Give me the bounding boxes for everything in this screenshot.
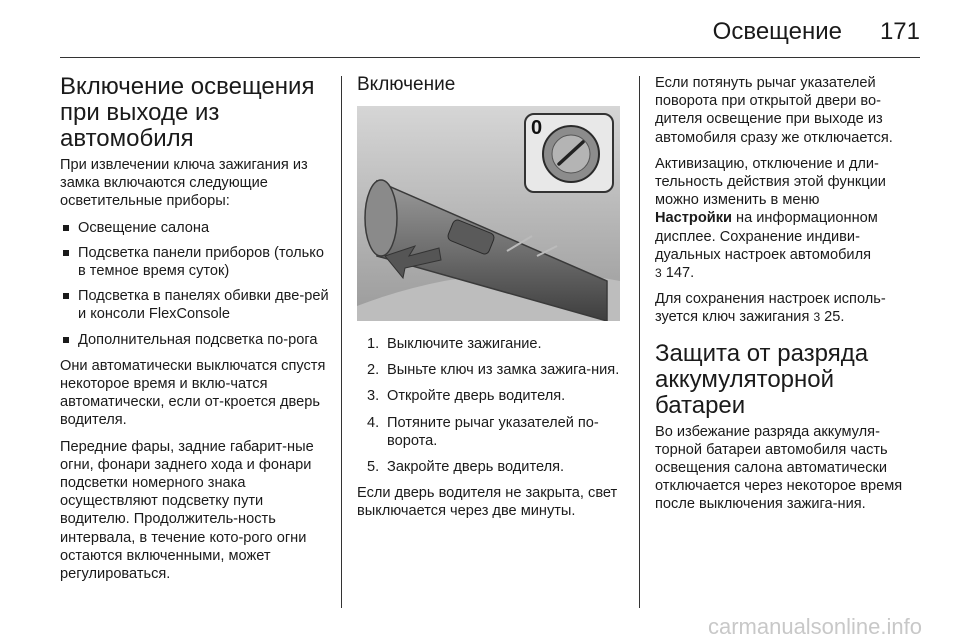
ignition-key-inset-icon bbox=[525, 114, 613, 192]
step-number: 1. bbox=[367, 336, 380, 352]
text-run: Для сохранения настроек исполь-зуется ключ зажигания bbox=[655, 291, 886, 326]
heading-activation: Включение bbox=[357, 74, 456, 95]
key-position-label: 0 bbox=[531, 117, 543, 139]
step-text: Выключите зажигание. bbox=[387, 336, 542, 352]
list-item: Подсветка в панелях обивки две-рей и консоли FlexConsole bbox=[60, 287, 335, 323]
turn-signal-lever-illustration bbox=[357, 106, 620, 321]
paragraph: Если дверь водителя не закрыта, свет выключается через две минуты. bbox=[357, 485, 618, 520]
paragraph: Передние фары, задние габарит-ные огни, фонари заднего хода и фонари подсветки номерного знака осуществляют подсветку пути водителю. Продолжитель-ность интервала, в течение кото-рого огни остаются включенными, может регулироваться. bbox=[60, 438, 314, 583]
list-item: Освещение салона bbox=[60, 219, 335, 237]
paragraph: Они автоматически выключатся спустя некоторое время и вклю-чатся автоматически, если от-кроется дверь водителя. bbox=[60, 357, 326, 429]
step-number: 4. bbox=[367, 414, 380, 431]
column-2 bbox=[357, 74, 625, 529]
step-number: 5. bbox=[367, 459, 380, 476]
page-reference-link[interactable]: 25. bbox=[820, 309, 845, 326]
paragraph bbox=[655, 155, 925, 282]
step-text: Выньте ключ из замка зажига-ния. bbox=[387, 362, 620, 379]
steps-list bbox=[357, 335, 625, 476]
menu-name: Настройки bbox=[655, 210, 732, 227]
text-run: Активизацию, отключение и дли-тельность действия этой функции можно изменить в меню bbox=[655, 155, 886, 209]
list-item: Подсветка панели приборов (только в темное время суток) bbox=[60, 244, 335, 280]
step-number: 3. bbox=[367, 388, 380, 405]
paragraph: Во избежание разряда аккумуля-торной батареи автомобиля часть освещения салона автоматически отключается через некоторое время после выключения зажига-ния. bbox=[655, 423, 903, 513]
watermark: carmanualsonline.info bbox=[707, 614, 922, 639]
page-number: 171 bbox=[879, 18, 920, 45]
heading-battery-protection: Защита от разряда аккумуляторной батареи bbox=[655, 339, 869, 419]
step-text: Закройте дверь водителя. bbox=[387, 459, 565, 476]
step-item bbox=[357, 361, 625, 379]
paragraph: Если потянуть рычаг указателей поворота при открытой двери во-дителя освещение при выходе из автомобиля сразу же отключается. bbox=[655, 75, 893, 146]
column-divider-1 bbox=[341, 76, 342, 608]
step-text: Потяните рычаг указателей по-ворота. bbox=[387, 414, 599, 449]
step-text: Откройте дверь водителя. bbox=[387, 388, 566, 405]
page-ref-arrow-icon: 3 bbox=[655, 266, 662, 281]
step-number: 2. bbox=[367, 362, 380, 379]
column-divider-2 bbox=[639, 76, 640, 608]
header-rule bbox=[60, 57, 920, 58]
heading-exit-lighting: Включение освещения при выходе из автомобиля bbox=[60, 73, 315, 152]
step-item bbox=[357, 387, 625, 405]
text-run: на информационном дисплее. Сохранение индиви-дуальных настроек автомобиля bbox=[655, 210, 878, 263]
lighting-list bbox=[60, 219, 335, 349]
step-item bbox=[357, 458, 625, 476]
list-item: Дополнительная подсветка по-рога bbox=[60, 331, 335, 349]
section-title: Освещение bbox=[712, 18, 842, 45]
paragraph bbox=[655, 290, 925, 326]
column-3 bbox=[655, 74, 925, 522]
page-reference-link[interactable]: 147. bbox=[661, 265, 695, 282]
step-item bbox=[357, 335, 625, 353]
step-item bbox=[357, 414, 625, 450]
intro-text: При извлечении ключа зажигания из замка включаются следующие осветительные приборы: bbox=[60, 157, 308, 210]
page-ref-arrow-icon: 3 bbox=[813, 310, 821, 325]
column-1 bbox=[60, 74, 335, 591]
page-header bbox=[60, 14, 920, 48]
